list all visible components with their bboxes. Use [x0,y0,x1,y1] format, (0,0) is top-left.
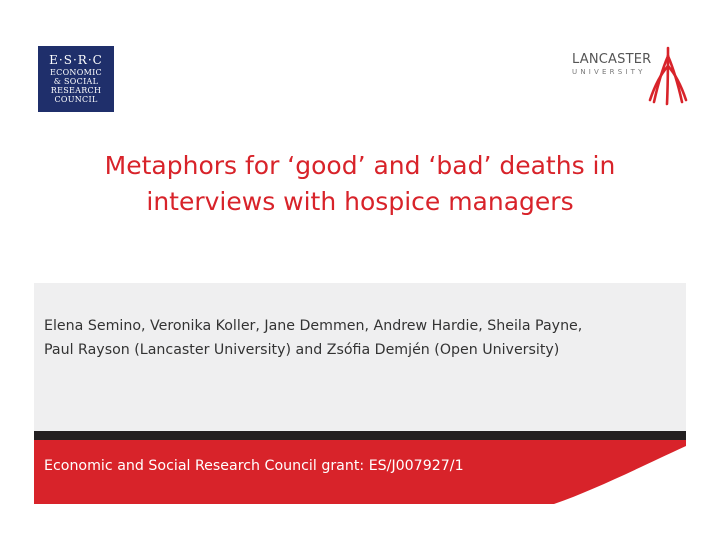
lancaster-logo-name: LANCASTER [572,52,652,67]
authors-text [44,314,684,362]
authors-line: Paul Rayson (Lancaster University) and Zsófia Demjén (Open University) [44,342,560,358]
esrc-logo-line: COUNCIL [54,95,98,104]
grant-text: Economic and Social Research Council grant: ES/J007927/1 [44,458,464,474]
divider-stripe [34,431,686,440]
lancaster-mark-icon [648,46,688,108]
lancaster-logo [568,46,688,108]
authors-line: Elena Semino, Veronika Koller, Jane Demmen, Andrew Hardie, Sheila Payne, [44,318,583,334]
slide-title [60,148,660,220]
esrc-logo-line: ECONOMIC [50,68,102,77]
lancaster-logo-sub: UNIVERSITY [572,68,646,76]
esrc-logo-line: & SOCIAL [53,77,99,86]
slide-title-line: interviews with hospice managers [146,187,574,216]
esrc-logo-mark: E·S·R·C [49,53,103,67]
esrc-logo [38,46,114,112]
slide-title-line: Metaphors for ‘good’ and ‘bad’ deaths in [104,151,616,180]
esrc-logo-line: RESEARCH [50,86,102,95]
